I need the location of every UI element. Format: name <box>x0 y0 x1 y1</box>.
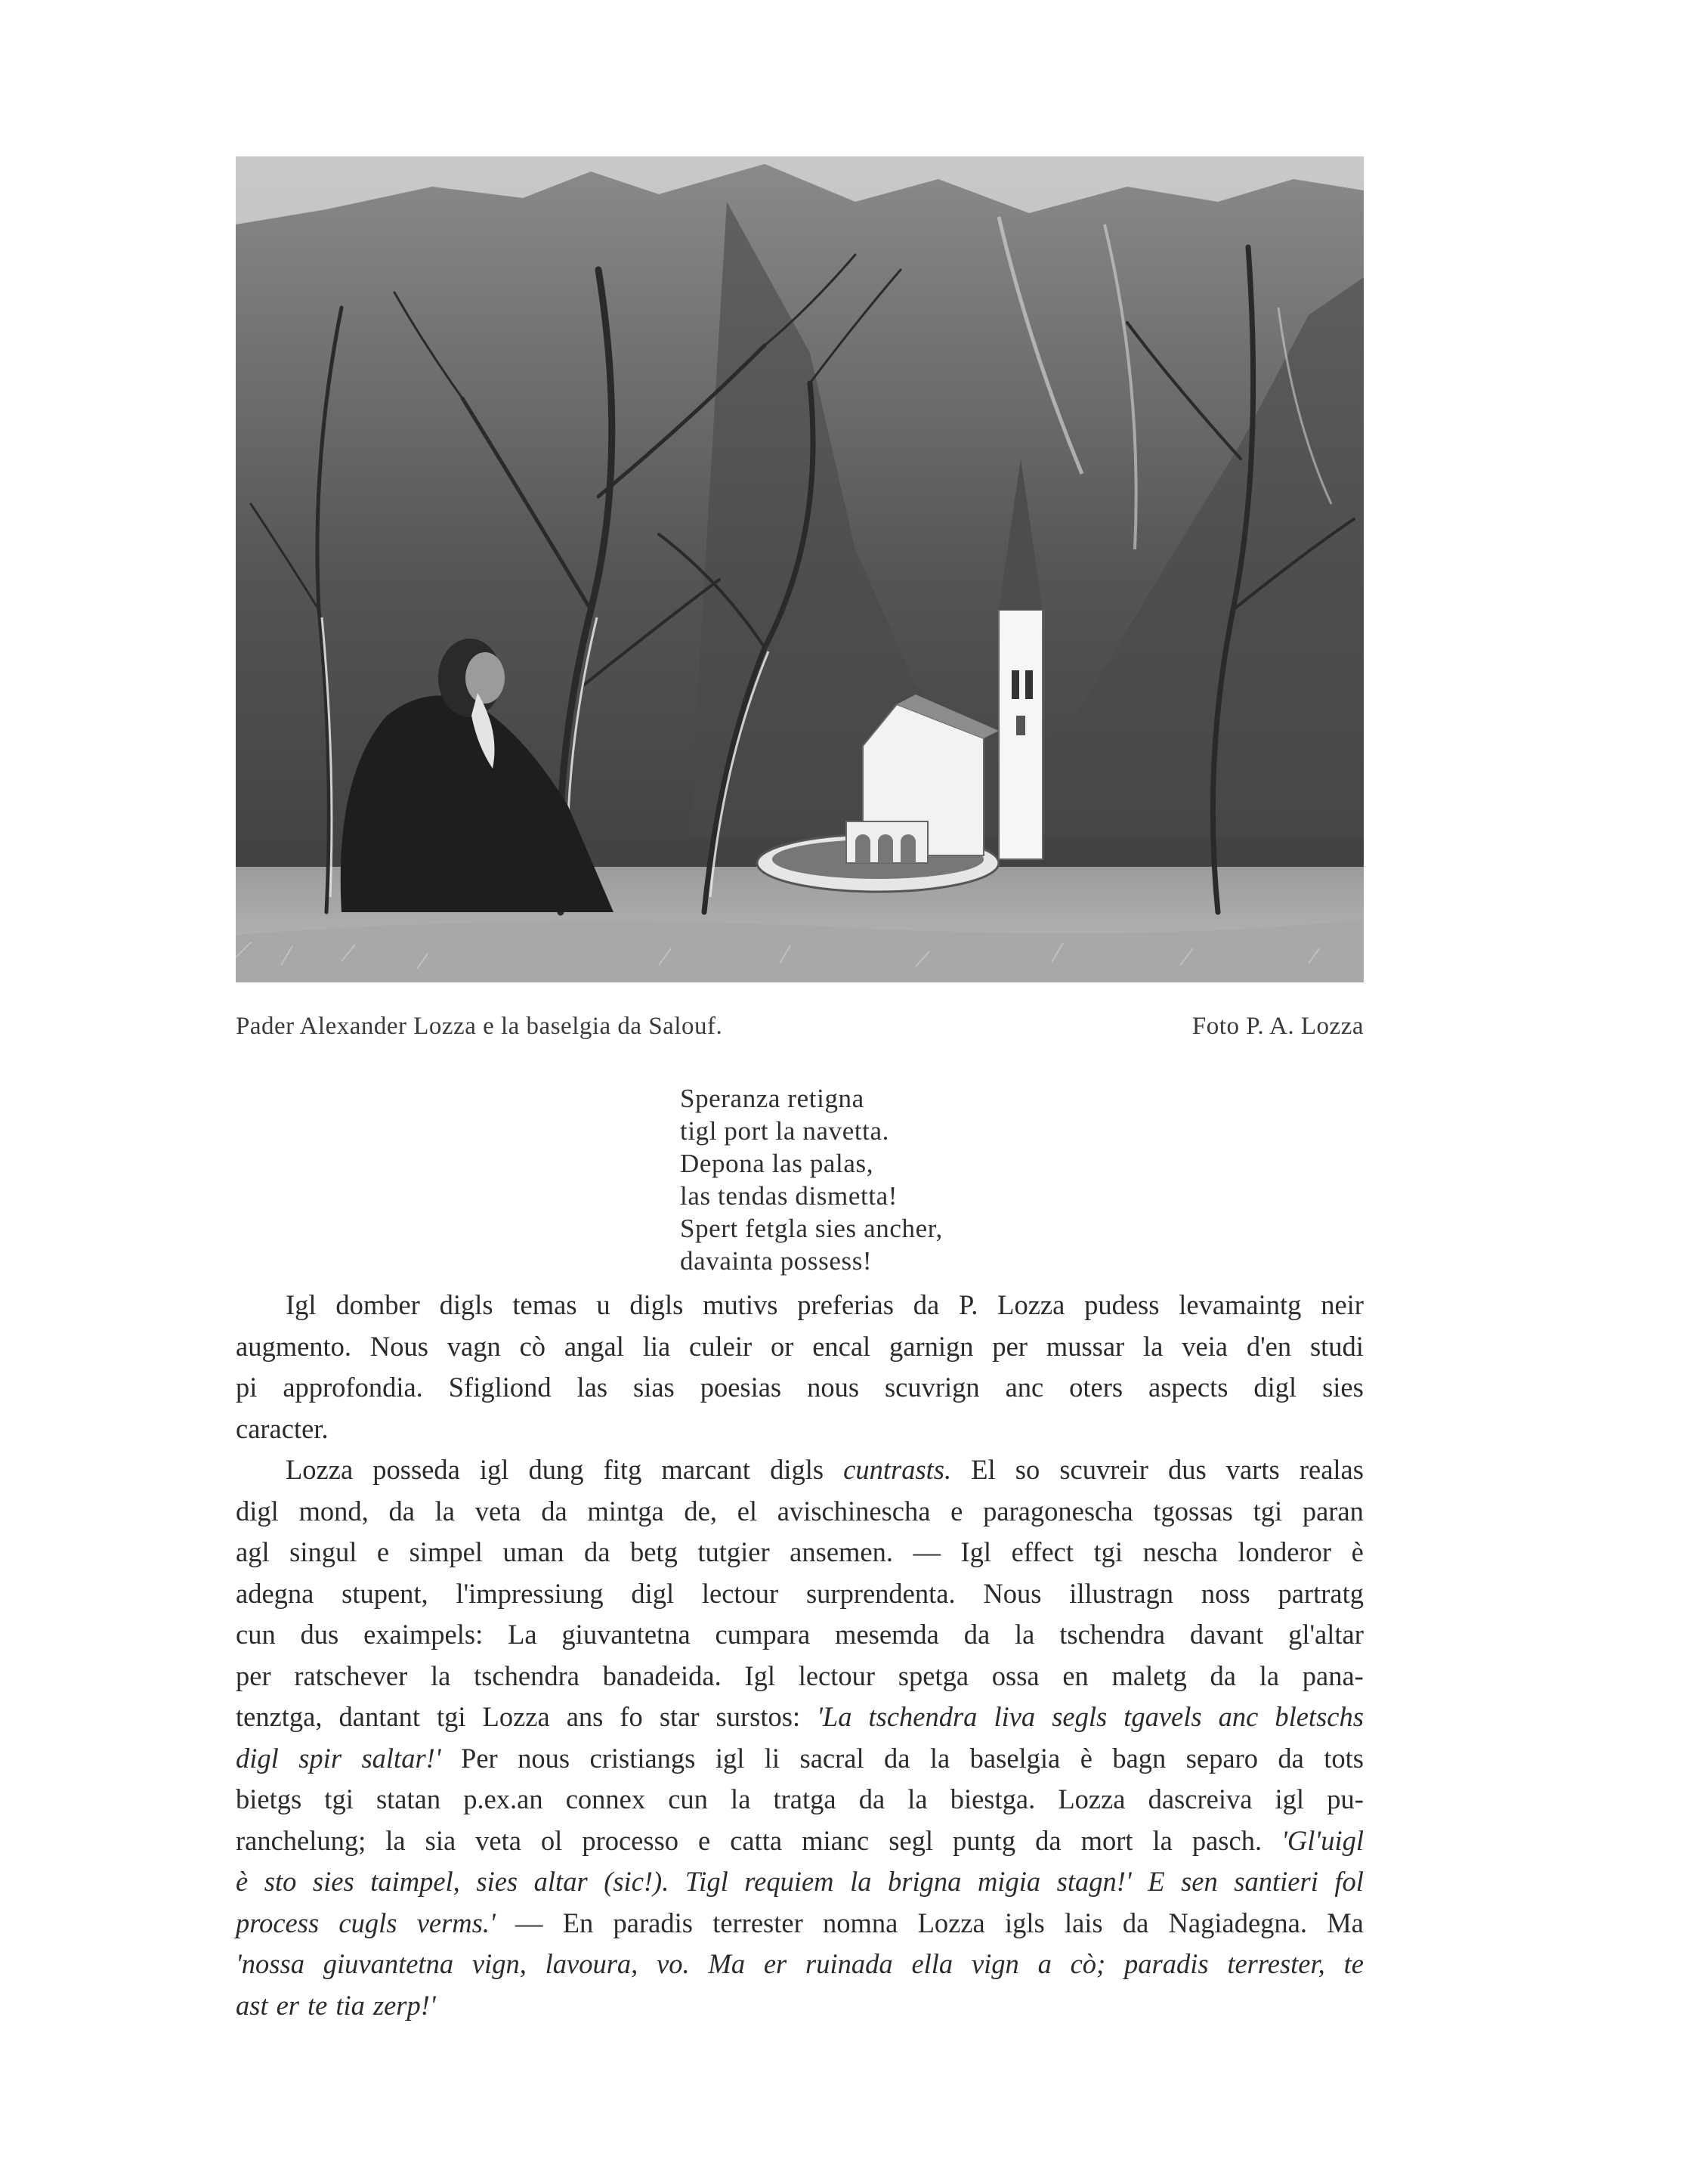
word: tschendra <box>1059 1619 1166 1650</box>
word: Igl <box>960 1536 992 1567</box>
text-line <box>236 1491 1364 1533</box>
text-line <box>236 1779 1364 1821</box>
word: nomna <box>822 1907 898 1938</box>
word: da <box>584 1536 610 1567</box>
text-line <box>236 1573 1364 1615</box>
word: tratga <box>773 1783 836 1814</box>
word: segl <box>889 1824 934 1856</box>
word: encal <box>812 1330 871 1362</box>
word: El <box>971 1454 996 1485</box>
word: lais <box>1064 1907 1103 1938</box>
word: sies <box>476 1866 518 1897</box>
word: paragonescha <box>983 1495 1133 1527</box>
word: nous <box>518 1742 570 1774</box>
word: per <box>992 1330 1028 1362</box>
word: te <box>1343 1948 1364 1979</box>
word: pudess <box>1084 1289 1160 1320</box>
word: augmento. <box>236 1330 352 1362</box>
word: marcant <box>661 1454 750 1485</box>
word: gl'altar <box>1288 1619 1364 1650</box>
word: singul <box>289 1536 357 1567</box>
word: saltar!' <box>361 1742 441 1774</box>
word: betg <box>630 1536 678 1567</box>
text-line <box>236 1326 1364 1368</box>
word: Lozza <box>286 1454 354 1485</box>
word: digls <box>439 1289 493 1320</box>
word: surprendenta. <box>805 1577 956 1609</box>
word: exaimpels: <box>363 1619 484 1650</box>
word: pana- <box>1302 1660 1364 1691</box>
word: connex <box>565 1783 646 1814</box>
word: tia <box>335 1989 365 2021</box>
word: tots <box>1324 1742 1364 1774</box>
word: catta <box>730 1824 783 1856</box>
word: mintga <box>587 1495 664 1527</box>
word: processo <box>582 1824 679 1856</box>
word: ans <box>566 1701 604 1732</box>
word: sies <box>1322 1372 1364 1403</box>
word: d'en <box>1246 1330 1292 1362</box>
word: sies <box>312 1866 354 1897</box>
word: digl <box>1253 1372 1297 1403</box>
word: approfondia. <box>283 1372 423 1403</box>
word: cun <box>668 1783 708 1814</box>
word: process <box>236 1907 320 1938</box>
word: da <box>963 1619 991 1650</box>
word: angal <box>564 1330 624 1362</box>
text-line <box>236 1409 1364 1450</box>
word: En <box>562 1907 594 1938</box>
word: garnign <box>889 1330 974 1362</box>
word: veta <box>475 1824 521 1856</box>
word: simpel <box>409 1536 483 1567</box>
word: brigna <box>888 1866 962 1897</box>
word: Lozza <box>482 1701 550 1732</box>
word: anc <box>1218 1701 1259 1732</box>
word: posseda <box>372 1454 460 1485</box>
poem-line: davainta possess! <box>680 1246 873 1276</box>
word: la <box>1259 1660 1280 1691</box>
word: cristiangs <box>589 1742 696 1774</box>
word: p.ex.an <box>463 1783 543 1814</box>
word: las <box>576 1372 608 1403</box>
word: tgi <box>324 1783 354 1814</box>
word: mesemda <box>835 1619 939 1650</box>
word: paradis <box>1124 1948 1209 1979</box>
word: sias <box>633 1372 675 1403</box>
word: vign, <box>471 1948 527 1979</box>
word: Igl <box>744 1660 775 1691</box>
paragraph <box>236 1285 1364 1449</box>
text-line <box>236 1367 1364 1409</box>
text-line <box>236 1697 1364 1738</box>
word: dus <box>1167 1454 1207 1485</box>
word: e <box>698 1824 711 1856</box>
word: la <box>850 1866 872 1897</box>
word: pu- <box>1327 1783 1364 1814</box>
word: bietgs <box>236 1783 302 1814</box>
word: giuvantetna <box>561 1619 691 1650</box>
word: li <box>764 1742 780 1774</box>
word: tgossas <box>1153 1495 1233 1527</box>
word: e <box>950 1495 963 1527</box>
word: agl <box>236 1536 270 1567</box>
poem-line: tigl port la navetta. <box>680 1116 889 1146</box>
word: sia <box>425 1824 456 1856</box>
word: tgi <box>436 1701 466 1732</box>
word: Lozza <box>997 1289 1065 1320</box>
word: noss <box>1201 1577 1250 1609</box>
poem-line: las tendas dismetta! <box>680 1181 898 1211</box>
text-line <box>236 1656 1364 1697</box>
word: dus <box>300 1619 339 1650</box>
text-line <box>236 1944 1364 1985</box>
text-line <box>236 1985 1364 2027</box>
word: statan <box>376 1783 441 1814</box>
word: digl <box>236 1742 279 1774</box>
word: tutgier <box>697 1536 770 1567</box>
word: l'impressiung <box>456 1577 604 1609</box>
word: londeror <box>1238 1536 1332 1567</box>
word: effect <box>1011 1536 1074 1567</box>
word: ol <box>540 1824 563 1856</box>
word: puntg <box>953 1824 1016 1856</box>
word: u <box>596 1289 610 1320</box>
word: cuntrasts. <box>843 1454 952 1485</box>
word: vagn <box>447 1330 501 1362</box>
word: Ma <box>708 1948 746 1979</box>
text-line <box>236 1285 1364 1326</box>
word: separo <box>1185 1742 1258 1774</box>
word: scuvreir <box>1059 1454 1148 1485</box>
word: stagn!' <box>1056 1866 1132 1897</box>
word: dantant <box>338 1701 420 1732</box>
word: Ma <box>1327 1907 1364 1938</box>
word: cò; <box>1070 1948 1106 1979</box>
word: baselgia <box>969 1742 1061 1774</box>
word: cun <box>236 1619 276 1650</box>
word: nescha <box>1142 1536 1218 1567</box>
word: igl <box>1275 1783 1305 1814</box>
word: surstos: <box>715 1701 801 1732</box>
word: mianc <box>802 1824 870 1856</box>
word: varts <box>1225 1454 1280 1485</box>
word: bagn <box>1112 1742 1167 1774</box>
word: da <box>541 1495 567 1527</box>
word: dung <box>528 1454 584 1485</box>
word: Tigl <box>685 1866 728 1897</box>
word: vo. <box>657 1948 690 1979</box>
word: avischinescha <box>777 1495 931 1527</box>
word: so <box>1015 1454 1040 1485</box>
word: cugls <box>338 1907 397 1938</box>
word: segls <box>1052 1701 1108 1732</box>
word: levamaintg <box>1179 1289 1302 1320</box>
word: ruinada <box>805 1948 893 1979</box>
word: davant <box>1189 1619 1264 1650</box>
word: altar <box>533 1866 588 1897</box>
word: nous <box>807 1372 860 1403</box>
word: zerp!' <box>372 1989 436 2021</box>
word: adegna <box>236 1577 314 1609</box>
word: en <box>1062 1660 1089 1691</box>
word: da <box>1122 1907 1149 1938</box>
word: poesias <box>700 1372 782 1403</box>
word: tgi <box>1253 1495 1283 1527</box>
word: preferias <box>797 1289 894 1320</box>
word: — <box>913 1536 941 1567</box>
word: 'nossa <box>236 1948 304 1979</box>
word: studi <box>1309 1330 1364 1362</box>
word: liva <box>994 1701 1036 1732</box>
text-line <box>236 1738 1364 1780</box>
text-line <box>236 1449 1364 1491</box>
word: cò <box>519 1330 546 1362</box>
word: migia <box>977 1866 1041 1897</box>
word: spetga <box>898 1660 969 1691</box>
word: terrester, <box>1227 1948 1325 1979</box>
word: star <box>659 1701 700 1732</box>
word: la <box>1015 1619 1035 1650</box>
text-line <box>236 1821 1364 1862</box>
word: pi <box>236 1372 258 1403</box>
body-text <box>236 1285 1364 2026</box>
word: è <box>1080 1742 1093 1774</box>
word: Igl <box>286 1289 317 1320</box>
word: mussar <box>1046 1330 1125 1362</box>
word: or <box>770 1330 794 1362</box>
word: digls <box>629 1289 684 1320</box>
word: terrester <box>712 1907 803 1938</box>
word: veia <box>1182 1330 1228 1362</box>
word: caracter. <box>236 1412 329 1444</box>
poem-line: Spert fetgla sies ancher, <box>680 1214 943 1243</box>
word: Nagiadegna. <box>1168 1907 1307 1938</box>
word: aspects <box>1148 1372 1229 1403</box>
word: è <box>1351 1536 1364 1567</box>
word: paradis <box>613 1907 693 1938</box>
word: lectour <box>798 1660 876 1691</box>
word: santieri <box>1234 1866 1318 1897</box>
word: sen <box>1181 1866 1218 1897</box>
word: La <box>508 1619 537 1650</box>
word: paran <box>1302 1495 1364 1527</box>
photo-credit: Foto P. A. Lozza <box>1191 1013 1364 1040</box>
word: 'Gl'uigl <box>1281 1824 1364 1856</box>
word: fo <box>620 1701 643 1732</box>
word: mort <box>1080 1824 1133 1856</box>
word: ansemen. <box>790 1536 893 1567</box>
word: da <box>388 1495 415 1527</box>
text-line <box>236 1861 1364 1903</box>
word: tgavels <box>1123 1701 1202 1732</box>
word: sto <box>264 1866 297 1897</box>
word: bletschs <box>1275 1701 1364 1732</box>
word: tschendra <box>474 1660 579 1691</box>
word: la <box>731 1783 751 1814</box>
word: illustragn <box>1069 1577 1174 1609</box>
word: domber <box>335 1289 420 1320</box>
word: uman <box>502 1536 564 1567</box>
word: Lozza <box>917 1907 985 1938</box>
word: (sic!). <box>604 1866 669 1897</box>
word: digl <box>631 1577 675 1609</box>
word: tenztga, <box>236 1701 323 1732</box>
word: igl <box>479 1454 509 1485</box>
word: da <box>884 1742 910 1774</box>
word: ossa <box>991 1660 1040 1691</box>
word: culeir <box>689 1330 753 1362</box>
word: banadeida. <box>602 1660 722 1691</box>
word: giuvantetna <box>323 1948 454 1979</box>
word: da <box>1035 1824 1062 1856</box>
word: de, <box>684 1495 717 1527</box>
word: te <box>308 1989 328 2021</box>
word: neir <box>1321 1289 1364 1320</box>
word: la <box>1143 1330 1164 1362</box>
word: la <box>907 1783 928 1814</box>
word: digls <box>770 1454 824 1485</box>
word: la <box>431 1660 451 1691</box>
word: requiem <box>744 1866 834 1897</box>
word: — <box>515 1907 543 1938</box>
word: ast <box>236 1989 268 2021</box>
word: e <box>376 1536 390 1567</box>
word: fol <box>1334 1866 1364 1897</box>
word: 'La <box>817 1701 852 1732</box>
word: la <box>929 1742 950 1774</box>
word: spir <box>298 1742 342 1774</box>
word: tschendra <box>868 1701 978 1732</box>
word: anc <box>1005 1372 1044 1403</box>
word: er <box>763 1948 787 1979</box>
word: lavoura, <box>545 1948 638 1979</box>
text-line <box>236 1614 1364 1656</box>
word: E <box>1148 1866 1165 1897</box>
word: mutivs <box>703 1289 778 1320</box>
word: biestga. <box>950 1783 1036 1814</box>
word: ratschever <box>294 1660 408 1691</box>
word: dascreiva <box>1148 1783 1253 1814</box>
word: Sfigliond <box>448 1372 552 1403</box>
word: realas <box>1299 1454 1364 1485</box>
word: Nous <box>983 1577 1042 1609</box>
word: verms.' <box>416 1907 496 1938</box>
word: igl <box>715 1742 745 1774</box>
word: vign <box>971 1948 1019 1979</box>
word: el <box>737 1495 758 1527</box>
word: scuvrign <box>884 1372 980 1403</box>
word: lia <box>642 1330 671 1362</box>
word: temas <box>512 1289 577 1320</box>
word: cumpara <box>715 1619 811 1650</box>
poem-line: Depona las palas, <box>680 1149 874 1178</box>
word: a <box>1037 1948 1052 1979</box>
word: digl <box>236 1495 279 1527</box>
word: ella <box>911 1948 953 1979</box>
word: fitg <box>603 1454 642 1485</box>
word: la <box>385 1824 406 1856</box>
word: igls <box>1004 1907 1045 1938</box>
word: taimpel, <box>370 1866 460 1897</box>
word: veta <box>474 1495 521 1527</box>
word: er <box>276 1989 300 2021</box>
word: mond, <box>298 1495 369 1527</box>
word: da <box>858 1783 885 1814</box>
word: tgi <box>1093 1536 1123 1567</box>
word: sacral <box>799 1742 864 1774</box>
word: Lozza <box>1058 1783 1126 1814</box>
word: P. <box>958 1289 978 1320</box>
word: oters <box>1069 1372 1123 1403</box>
word: la <box>434 1495 455 1527</box>
word: partratg <box>1278 1577 1364 1609</box>
text-line <box>236 1532 1364 1573</box>
church-photo <box>236 156 1364 982</box>
word: da <box>1278 1742 1304 1774</box>
word: per <box>236 1660 271 1691</box>
word: la <box>1152 1824 1173 1856</box>
word: da <box>1210 1660 1236 1691</box>
word: Per <box>461 1742 498 1774</box>
word: è <box>236 1866 249 1897</box>
word: lectour <box>701 1577 779 1609</box>
word: pasch. <box>1191 1824 1263 1856</box>
poem-stanza <box>680 1082 943 1277</box>
word: maletg <box>1111 1660 1187 1691</box>
poem-line: Speranza retigna <box>680 1084 864 1113</box>
word: stupent, <box>342 1577 428 1609</box>
word: Nous <box>369 1330 428 1362</box>
photo-caption: Pader Alexander Lozza e la baselgia da Salouf. <box>236 1013 723 1040</box>
paragraph <box>236 1449 1364 2026</box>
word: ranchelung; <box>236 1824 366 1856</box>
word: da <box>913 1289 940 1320</box>
text-line <box>236 1903 1364 1944</box>
